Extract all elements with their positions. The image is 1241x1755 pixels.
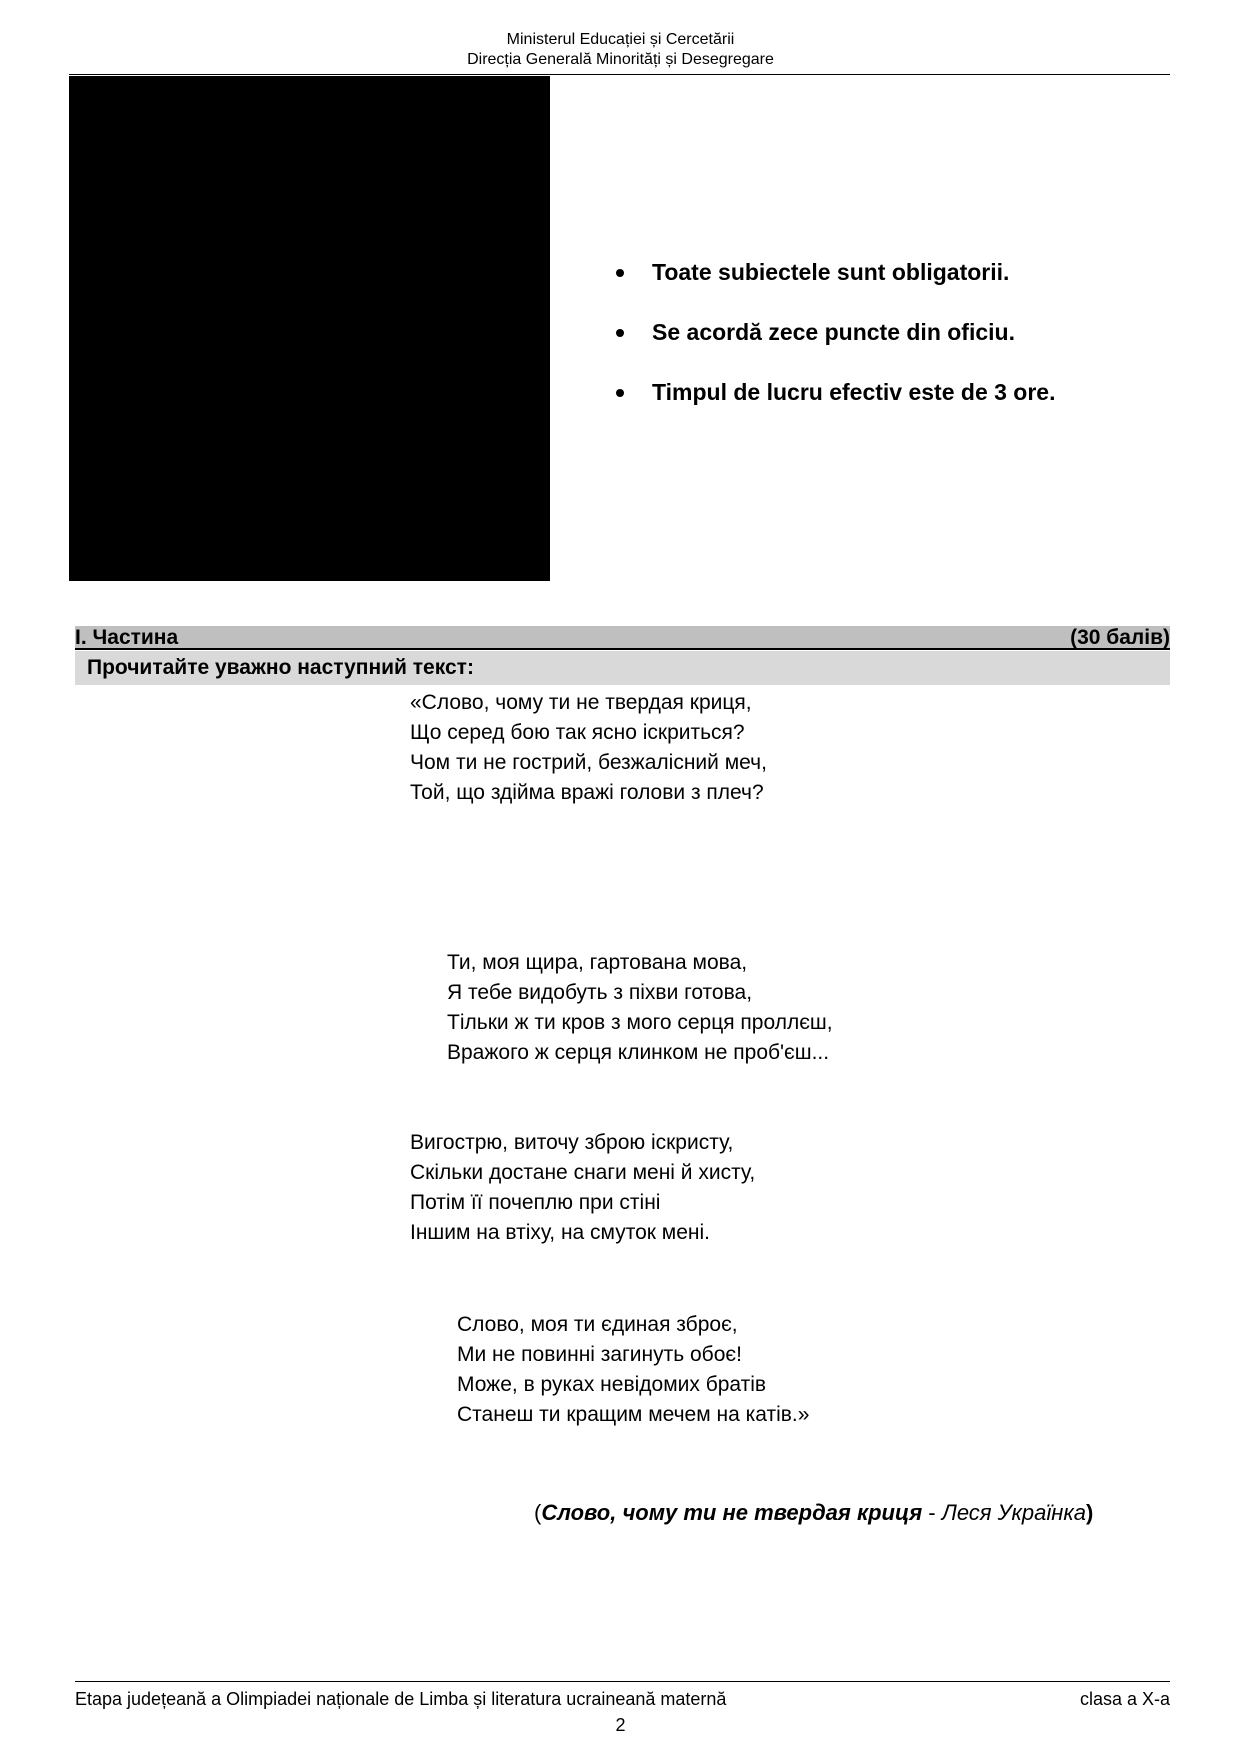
source-separator: - (922, 1500, 942, 1525)
poem-line: Може, в руках невідомих братів (457, 1373, 767, 1396)
footer-exam-title: Etapa județeană a Olimpiadei naționale de Limba și literatura ucraineană maternă (75, 1689, 727, 1709)
poem-line: Я тебе видобуть з піхви готова, (447, 981, 753, 1004)
poem-line: Іншим на втіху, на смуток мені. (410, 1221, 711, 1244)
poem-line: Ми не повинні загинуть обоє! (457, 1343, 742, 1366)
poem-line: Слово, моя ти єдиная зброє, (457, 1313, 738, 1336)
poem-stanza-2 (447, 948, 833, 1068)
poem-line: Ти, моя щира, гартована мова, (447, 951, 748, 974)
bullet-icon (616, 389, 624, 397)
poem-stanza-1 (410, 688, 767, 808)
bullet-icon (616, 329, 624, 337)
header-ministry: Ministerul Educației și Cercetării (506, 31, 735, 48)
poem-stanza-4 (457, 1310, 809, 1430)
poem-line: Чом ти не гострий, безжалісний меч, (410, 751, 767, 774)
poem-line: Вражого ж серця клинком не проб'єш... (447, 1041, 830, 1064)
poem-line: Вигострю, виточу зброю іскристу, (410, 1131, 734, 1154)
poem-source (534, 1498, 1093, 1528)
header-directorate: Direcția Generală Minorități și Desegregare (467, 51, 774, 68)
poem-line: Скільки достане снаги мені й хисту, (410, 1161, 756, 1184)
source-close-paren: ) (1085, 1500, 1094, 1525)
header-divider (69, 74, 1170, 75)
poem-line: Що серед бою так ясно іскриться? (410, 721, 745, 744)
bullet-icon (616, 269, 624, 277)
source-author: Леся Українка (941, 1500, 1086, 1525)
poem-stanza-3 (410, 1128, 755, 1248)
page-header (0, 30, 1241, 70)
section-heading (75, 626, 1170, 650)
redacted-block (69, 76, 550, 581)
source-title: Слово, чому ти не твердая криця (541, 1500, 923, 1525)
poem-line: Той, що здійма вражі голови з плеч? (410, 781, 764, 804)
poem-line: «Слово, чому ти не твердая криця, (410, 691, 752, 714)
exam-instructions (612, 258, 1056, 438)
poem-line: Потім її почеплю при стіні (410, 1191, 661, 1214)
task-instruction (75, 651, 1170, 685)
task-text: Прочитайте уважно наступний текст: (87, 656, 474, 679)
poem-line: Станеш ти кращим мечем на катів.» (457, 1403, 810, 1426)
page-number: 2 (615, 1715, 626, 1735)
footer-grade: clasa a X-a (1079, 1689, 1170, 1709)
source-open-paren: ( (534, 1500, 542, 1525)
section-title: I. Частина (75, 626, 179, 649)
footer-divider (75, 1681, 1170, 1682)
section-points: (30 балів) (1070, 626, 1170, 649)
instruction-item: Se acordă zece puncte din oficiu. (612, 318, 1056, 346)
instruction-item: Toate subiectele sunt obligatorii. (612, 258, 1056, 286)
poem-line: Тільки ж ти кров з мого серця проллєш, (447, 1011, 833, 1034)
instruction-item: Timpul de lucru efectiv este de 3 ore. (612, 378, 1056, 406)
